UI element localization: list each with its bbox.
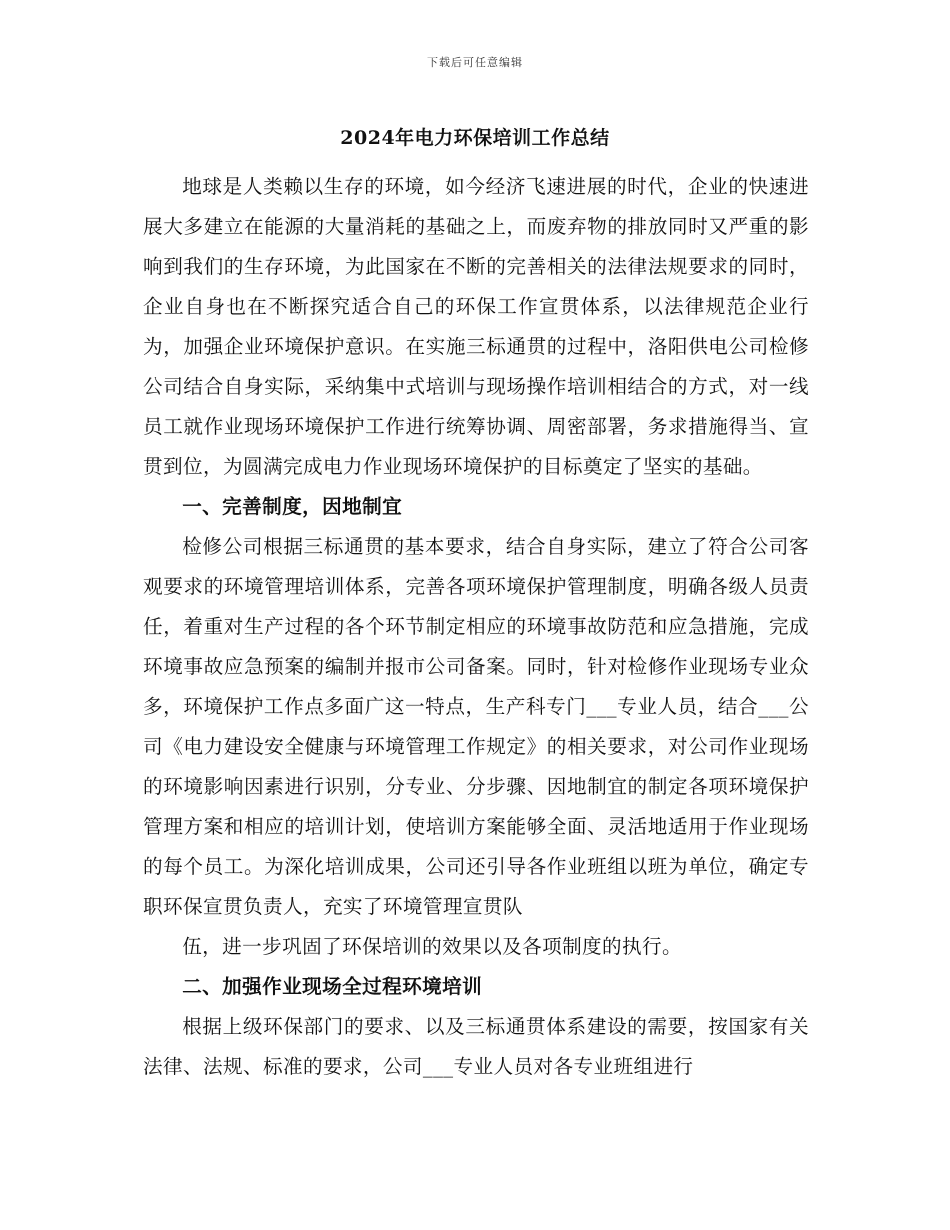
page-header-note: 下载后可任意编辑 (427, 56, 523, 69)
section-heading-2: 二、加强作业现场全过程环境培训 (182, 975, 483, 998)
section-heading-1: 一、完善制度，因地制宜 (182, 495, 403, 518)
section-1-paragraph-continued: 伍，进一步巩固了环保培训的效果以及各项制度的执行。 (182, 935, 683, 958)
section-2-paragraph: 根据上级环保部门的要求、以及三标通贯体系建设的需要，按国家有关法律、法规、标准的要求，公司___专业人员对各专业班组进行 (143, 1015, 809, 1078)
intro-paragraph: 地球是人类赖以生存的环境，如今经济飞速进展的时代，企业的快速进展大多建立在能源的大量消耗的基础之上，而废弃物的排放同时又严重的影响到我们的生存环境，为此国家在不断的完善相关的法律法规要求的同时，企业自身也在不断探究适合自己的环保工作宣贯体系，以法律规范企业行为，加强企业环境保护意识。在实施三标通贯的过程中，洛阳供电公司检修公司结合自身实际，采纳集中式培训与现场操作培训相结合的方式，对一线员工就作业现场环境保护工作进行统筹协调、周密部署，务求措施得当、宣贯到位，为圆满完成电力作业现场环境保护的目标奠定了坚实的基础。 (143, 175, 809, 478)
section-1-paragraph: 检修公司根据三标通贯的基本要求，结合自身实际，建立了符合公司客观要求的环境管理培训体系，完善各项环境保护管理制度，明确各级人员责任，着重对生产过程的各个环节制定相应的环境事故防范和应急措施，完成环境事故应急预案的编制并报市公司备案。同时，针对检修作业现场专业众多，环境保护工作点多面广这一特点，生产科专门___专业人员，结合___公司《电力建设安全健康与环境管理工作规定》的相关要求，对公司作业现场的环境影响因素进行识别，分专业、分步骤、因地制宜的制定各项环境保护管理方案和相应的培训计划，使培训方案能够全面、灵活地适用于作业现场的每个员工。为深化培训成果，公司还引导各作业班组以班为单位，确定专职环保宣贯负责人，充实了环境管理宣贯队 (143, 535, 809, 918)
document-body (143, 167, 809, 1087)
document-title: 2024年电力环保培训工作总结 (340, 127, 610, 149)
